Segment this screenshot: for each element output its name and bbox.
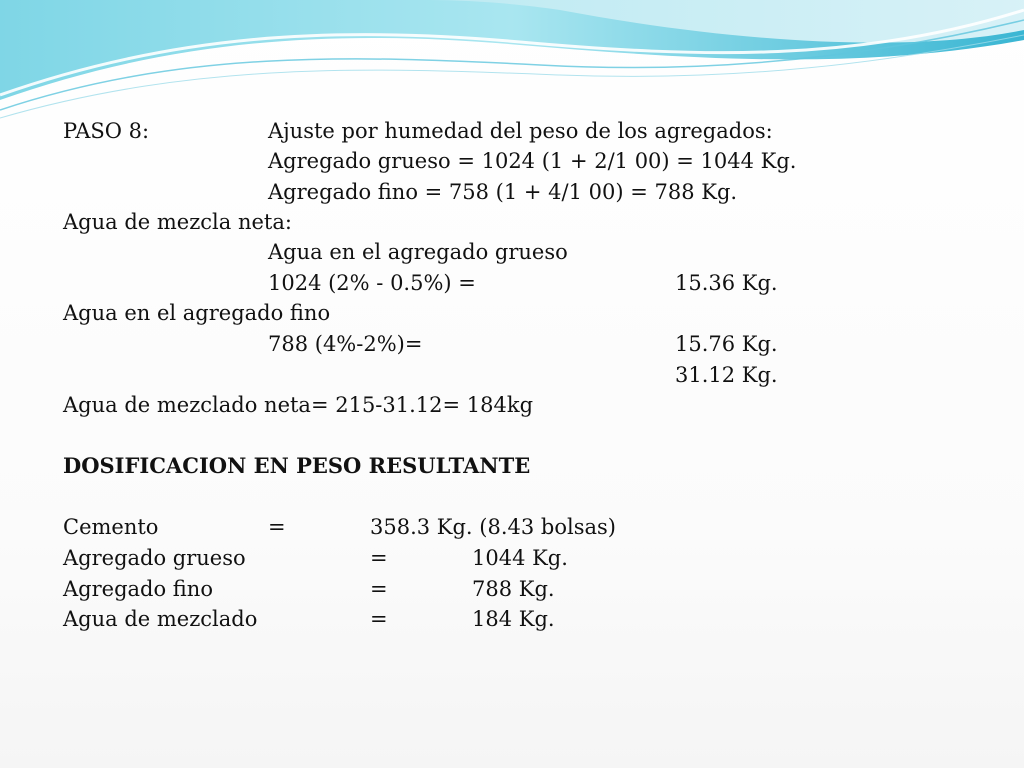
cemento-label: Cemento (63, 515, 159, 539)
cemento-value: 358.3 Kg. (8.43 bolsas) (370, 515, 616, 539)
wave-banner (0, 0, 1024, 130)
agua-fino-label: Agua en el agregado fino (63, 301, 331, 325)
agua-grueso-value: 15.36 Kg. (675, 271, 778, 295)
paso8-label: PASO 8: (63, 119, 150, 143)
agregado-fino-ajuste: Agregado fino = 758 (1 + 4/1 00) = 788 Kg. (268, 180, 738, 204)
agua-neta-heading: Agua de mezcla neta: (63, 210, 292, 234)
agua-fino-value: 15.76 Kg. (675, 332, 778, 356)
agua-fino-calc: 788 (4%-2%)= (268, 332, 423, 356)
cemento-eq: = (268, 515, 286, 539)
agregado-grueso-ajuste: Agregado grueso = 1024 (1 + 2/1 00) = 1044 Kg. (268, 149, 797, 173)
dosificacion-heading: DOSIFICACION EN PESO RESULTANTE (63, 453, 531, 478)
fino-value: 788 Kg. (472, 577, 555, 601)
agua-total-value: 31.12 Kg. (675, 363, 778, 387)
agua-grueso-label: Agua en el agregado grueso (268, 240, 568, 264)
fino-eq: = (370, 577, 388, 601)
agua-grueso-calc: 1024 (2% - 0.5%) = (268, 271, 476, 295)
paso8-title: Ajuste por humedad del peso de los agregados: (268, 119, 773, 143)
agua-label: Agua de mezclado (63, 607, 258, 631)
agua-eq: = (370, 607, 388, 631)
grueso-label: Agregado grueso (63, 546, 246, 570)
fino-label: Agregado fino (63, 577, 213, 601)
agua-value: 184 Kg. (472, 607, 555, 631)
grueso-eq: = (370, 546, 388, 570)
agua-mezclado-neta: Agua de mezclado neta= 215-31.12= 184kg (63, 393, 534, 417)
grueso-value: 1044 Kg. (472, 546, 568, 570)
